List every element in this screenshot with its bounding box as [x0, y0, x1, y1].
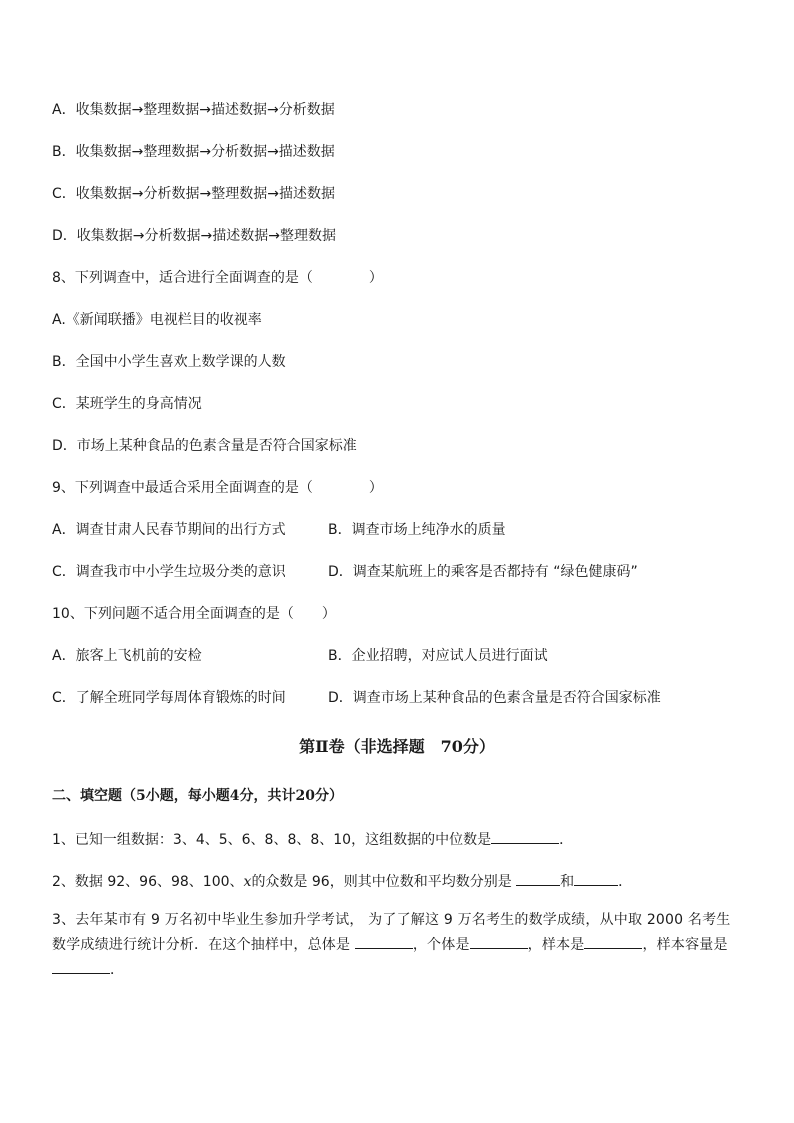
- q8-stem: 8、下列调查中，适合进行全面调查的是（ ）: [52, 270, 383, 286]
- fill3-population-blank[interactable]: [355, 934, 413, 949]
- q10-row-2: [52, 688, 752, 708]
- fill1-end: ．: [559, 832, 574, 848]
- q9-option-a: A．调查甘肃人民春节期间的出行方式: [52, 522, 286, 538]
- q8-option-b: B．全国中小学生喜欢上数学课的人数: [52, 354, 286, 370]
- fill3-part-1: 3、去年某市有 9 万名初中毕业生参加升学考试， 为了了解这 9 万名考生的数学成绩，从中取 2000 名考生数学成绩进行统计分析．在这个抽样中，总体是: [52, 912, 731, 953]
- q9-option-d: D．调查某航班上的乘客是否都持有 “绿色健康码”: [328, 564, 638, 580]
- fill2-mean-blank[interactable]: [574, 871, 618, 886]
- fill2-mid: 的众数是 96，则其中位数和平均数分别是: [251, 874, 512, 890]
- q7-option-a: A．收集数据→整理数据→描述数据→分析数据: [52, 102, 335, 118]
- fill3-sample-size-blank[interactable]: [52, 959, 110, 974]
- q10-option-d: D．调查市场上某种食品的色素含量是否符合国家标准: [328, 690, 661, 706]
- fill3-part-4: ，样本容量是: [642, 937, 728, 953]
- fill-question-3: [52, 908, 742, 983]
- fill2-and: 和: [560, 874, 575, 890]
- fill-question-2: [52, 871, 632, 892]
- q8-option-c: C．某班学生的身高情况: [52, 396, 202, 412]
- part2-title: 第Ⅱ卷（非选择题 70分）: [299, 737, 495, 756]
- fill3-part-2: ，个体是: [412, 937, 470, 953]
- fill1-answer-blank[interactable]: [491, 829, 559, 844]
- q8-option-d: D．市场上某种食品的色素含量是否符合国家标准: [52, 438, 357, 454]
- q10-option-c: C．了解全班同学每周体育锻炼的时间: [52, 690, 286, 706]
- fill3-sample-blank[interactable]: [584, 934, 642, 949]
- q10-option-b: B．企业招聘，对应试人员进行面试: [328, 648, 548, 664]
- q9-row-2: [52, 562, 752, 582]
- fill3-part-3: ，样本是: [527, 937, 585, 953]
- fill-question-1: [52, 829, 573, 850]
- fill2-pre: 2、数据 92、96、98、100、: [52, 874, 244, 890]
- fill3-individual-blank[interactable]: [470, 934, 528, 949]
- fill2-variable: x: [243, 874, 252, 890]
- q10-row-1: [52, 646, 752, 666]
- fill3-end: ．: [110, 962, 125, 978]
- q10-stem: 10、下列问题不适合用全面调查的是（ ）: [52, 606, 336, 622]
- q9-option-b: B．调查市场上纯净水的质量: [328, 522, 506, 538]
- q9-stem: 9、下列调查中最适合采用全面调查的是（ ）: [52, 480, 383, 496]
- q7-option-d: D．收集数据→分析数据→描述数据→整理数据: [52, 228, 336, 244]
- fill2-median-blank[interactable]: [516, 871, 560, 886]
- fill2-end: ．: [618, 874, 633, 890]
- q7-option-c: C．收集数据→分析数据→整理数据→描述数据: [52, 186, 335, 202]
- q8-option-a: A.《新闻联播》电视栏目的收视率: [52, 312, 262, 328]
- fill1-text: 1、已知一组数据：3、4、5、6、8、8、8、10，这组数据的中位数是: [52, 832, 492, 848]
- q7-option-b: B．收集数据→整理数据→分析数据→描述数据: [52, 144, 335, 160]
- q10-option-a: A．旅客上飞机前的安检: [52, 648, 202, 664]
- fill-section-heading: 二、填空题（5小题，每小题4分，共计20分）: [52, 788, 343, 804]
- q9-row-1: [52, 520, 752, 540]
- q9-option-c: C．调查我市中小学生垃圾分类的意识: [52, 564, 286, 580]
